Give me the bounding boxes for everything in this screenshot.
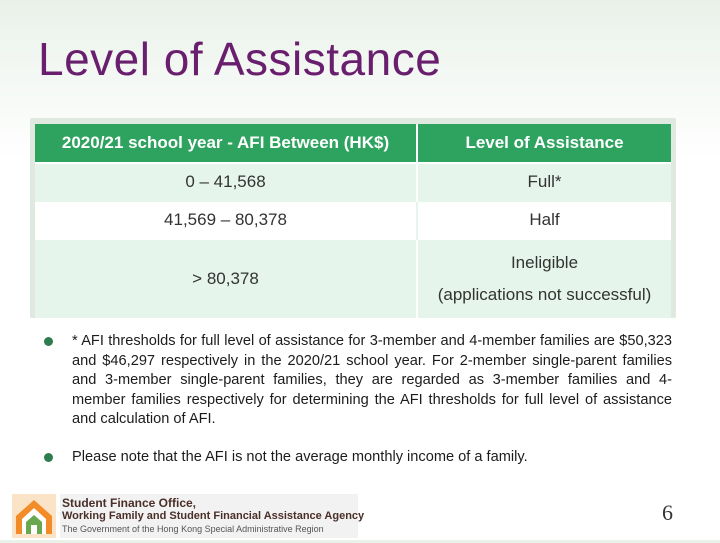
- footer-line2: Working Family and Student Financial Assistance Agency: [62, 510, 365, 522]
- sfo-logo-icon: [12, 494, 56, 538]
- note-text: Please note that the AFI is not the average monthly income of a family.: [72, 448, 528, 465]
- footer-org: [60, 494, 365, 538]
- cell-level: Full*: [417, 163, 671, 201]
- cell-level-line2: (applications not successful): [437, 285, 652, 304]
- cell-level: Half: [417, 201, 671, 239]
- cell-level-line1: Ineligible: [510, 253, 579, 272]
- cell-afi-range: 41,569 – 80,378: [35, 201, 417, 239]
- page-number: 6: [662, 500, 673, 525]
- footer-line1: Student Finance Office,: [62, 496, 197, 510]
- note-item: [44, 332, 672, 430]
- header-level: Level of Assistance: [417, 124, 671, 163]
- notes-list: [44, 332, 672, 468]
- page-title: Level of Assistance: [38, 33, 442, 85]
- note-text: * AFI thresholds for full level of assistance for 3-member and 4-member families are $50,323 and $46,297 respectively in the 2020/21 school year. For 2-member single-parent families and 3-member single-parent families, they are regarded as 3-member families and 4-member families respectively for determining the AFI thresholds for full level of assistance and calculation of AFI.: [72, 333, 672, 428]
- bullet-dot-icon: [44, 337, 53, 346]
- header-afi-range: 2020/21 school year - AFI Between (HK$): [35, 124, 417, 163]
- afi-table: [35, 124, 671, 318]
- bullet-dot-icon: [44, 453, 53, 462]
- table-header-row: [35, 124, 671, 163]
- table-row: [35, 201, 671, 239]
- cell-afi-range: 0 – 41,568: [35, 163, 417, 201]
- cell-level: [417, 239, 671, 318]
- note-item: [44, 448, 672, 468]
- table-row: [35, 163, 671, 201]
- footer-line3: The Government of the Hong Kong Special Administrative Region: [62, 524, 324, 534]
- cell-afi-range: > 80,378: [35, 239, 417, 318]
- table-row: [35, 239, 671, 318]
